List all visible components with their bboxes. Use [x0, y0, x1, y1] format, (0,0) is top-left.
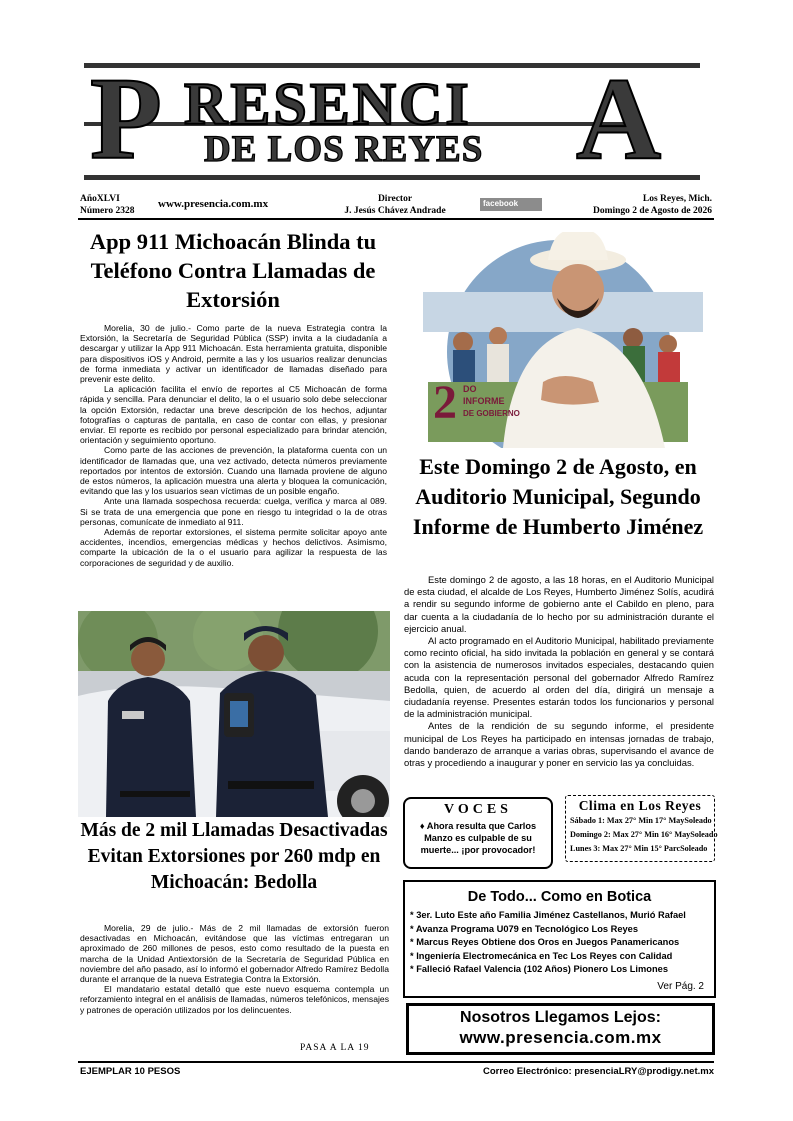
mayor-photo [403, 232, 714, 448]
voces-title: VOCES [444, 802, 512, 817]
botica-item[interactable]: * Ingeniería Electromecánica en Tec Los Reyes con Calidad [410, 950, 673, 961]
masthead-title [86, 53, 706, 184]
masthead-title-a: A [576, 53, 663, 184]
issue-date: Domingo 2 de Agosto de 2026 [592, 206, 712, 216]
clima-forecast-row: Domingo 2: Max 27° Min 16° MaySoleado [570, 830, 718, 839]
article3-paragraph: Antes de la rendición de su segundo informe, el presidente municipal de Los Reyes ha participado en intensas jornadas de trabajo, dando banderazo de arranque a varias obras, supervisando el avance de otras y procediendo a inaugurar y poner en servicio las ya concluidas. [404, 720, 714, 769]
voces-box [403, 797, 553, 869]
article1-paragraph: Además de reportar extorsiones, el sistema permite solicitar apoyo ante accidentes, incendios, emergencias médicas y hechos delictivos. Asimismo, comparte la ubicación de la o el usuario para agilizar la respuesta de las corporaciones de seguridad y de auxilio. [80, 527, 387, 568]
voces-text: ♦ Ahora resulta que Carlos Manzo es culpable de su muerte... ¡por provocador! [419, 821, 537, 855]
article1-paragraph: Como parte de las acciones de prevención, la plataforma cuenta con un identificador de llamadas que, una vez activado, detecta números previamente reportados por intentos de extorsión. Cuando una llamada proviene de alguno de estos números, la aplicación muestra una alerta y bloquea la comunicación, evitando que las y los usuarios sean víctimas de un posible engaño. [80, 445, 387, 497]
location: Los Reyes, Mich. [642, 194, 712, 204]
clima-rows [566, 814, 718, 856]
article1-headline: App 911 Michoacán Blinda tu Teléfono Contra Llamadas de Extorsión [89, 229, 377, 312]
informe-logo-line2: INFORME [463, 396, 505, 406]
website-link[interactable]: www.presencia.com.mx [158, 198, 269, 210]
article1-paragraph: Ante una llamada sospechosa recuerda: cuelga, verifica y marca al 089. Si se trata de una emergencia que pone en riesgo tu integridad o la de otras personas, comunícate de inmediato al 911. [80, 496, 387, 527]
promo-website[interactable]: www.presencia.com.mx [459, 1028, 662, 1047]
botica-item[interactable]: * Avanza Programa U079 en Tecnológico Los Reyes [410, 923, 639, 934]
article2-headline: Más de 2 mil Llamadas Desactivadas Evitan Extorsiones por 260 mdp en Michoacán: Bedolla [80, 820, 388, 893]
clima-forecast-row: Lunes 3: Max 27° Min 15° ParcSoleado [570, 844, 708, 853]
promo-line1: Nosotros Llegamos Lejos: [460, 1009, 661, 1026]
director-info [330, 193, 460, 217]
footer-price: EJEMPLAR 10 PESOS [80, 1066, 181, 1077]
botica-list [405, 909, 714, 977]
article2-paragraph: El mandatario estatal detalló que este nuevo esquema contempla un reforzamiento integral en el análisis de llamadas, números telefónicos, mensajes y patrones de operación utilizados por los delincuentes. [80, 984, 389, 1015]
clima-title: Clima en Los Reyes [578, 798, 702, 813]
director-name: J. Jesús Chávez Andrade [344, 206, 446, 216]
promo-box [406, 1003, 715, 1055]
facebook-link[interactable]: facebook [480, 198, 542, 211]
botica-title: De Todo... Como en Botica [467, 889, 652, 905]
informe-logo-line3: DE GOBIERNO [463, 409, 520, 418]
issue-year: AñoXLVI [80, 194, 120, 204]
issue-number: Número 2328 [80, 206, 135, 216]
article2-continued: PASA A LA 19 [300, 1043, 370, 1053]
clima-forecast-row: Sábado 1: Max 27° Min 17° MaySoleado [570, 816, 712, 825]
article2-body [80, 923, 389, 1015]
botica-item[interactable]: * Marcus Reyes Obtiene dos Oros en Juegos Panamericanos [410, 937, 680, 947]
botica-item[interactable]: * Falleció Rafael Valencia (102 Años) Pionero Los Limones [410, 964, 668, 974]
article3-body [404, 574, 714, 769]
article3-headline: Este Domingo 2 de Agosto, en Auditorio Municipal, Segundo Informe de Humberto Jiménez [412, 454, 704, 539]
article1-paragraph: La aplicación facilita el envío de reportes al C5 Michoacán de forma rápida y sencilla. Para denunciar el delito, la o el usuario solo debe seleccionar la opción Extorsión, redactar una breve descripción de los hechos, adjuntar fotografías o capturas de pantalla, en caso de contar con ellas, y presionar enviar. El reporte es recibido por personal especializado para brindar atención, orientación y seguimiento oportuno. [80, 384, 387, 446]
police-photo [78, 611, 390, 817]
article3-paragraph: Al acto programado en el Auditorio Municipal, habilitado previamente como recinto oficial, ha sido invitada la población en general y se contará con la asistencia de numerosos invitados especiales, destacando quien acuda con la representación personal del gobernador Alfredo Ramírez Bedolla, quien, de acuerdo al orden del día, dirigirá un mensaje a ciudadanía reyense. Presentes estarán todos los funcionarios y personal de la administración municipal. [404, 635, 714, 720]
director-label: Director [377, 194, 413, 204]
footer-rule [78, 1061, 714, 1063]
article2-paragraph: Morelia, 29 de julio.- Más de 2 mil llamadas de extorsión fueron desactivadas en Michoacán, evitándose que las víctimas entregaran un aproximado de 260 millones de pesos, esto como resultado de la puesta en marcha de la Unidad Antiextorsión de la Secretaría de Seguridad Pública en noviembre del año pasado, así lo informó el gobernador Alfredo Ramírez Bedolla durante el arranque de la nueva Estrategia Contra la Extorsión. [80, 923, 389, 985]
location-date [560, 193, 712, 217]
article3-paragraph: Este domingo 2 de agosto, a las 18 horas, en el Auditorio Municipal de esta ciudad, el alcalde de Los Reyes, Humberto Jiménez Solís, acudirá a rendir su segundo informe de gobierno ante el Cabildo en pleno, para dar cuenta a la ciudadanía de lo hecho por su administración durante el ejercicio anual. [404, 574, 714, 634]
article1-body [80, 323, 387, 568]
issue-info [80, 193, 160, 217]
clima-box [565, 795, 718, 862]
informe-logo-number: 2 [433, 376, 457, 429]
article1-paragraph: Morelia, 30 de julio.- Como parte de la nueva Estrategia contra la Extorsión, la Secretaría de Seguridad Pública (SSP) invita a la ciudadanía a descargar y utilizar la App 911 Michoacán. Esta herramienta gratuita, disponible para dispositivos iOS y Android, permite a las y los usuarios realizar denuncias de forma inmediata y activar un identificador de llamadas diseñado para prevenir este delito. [80, 323, 387, 385]
informe-logo-line1: DO [463, 384, 477, 394]
masthead-title-middle: RESENCI [184, 71, 472, 137]
botica-box [403, 880, 716, 998]
botica-item[interactable]: * 3er. Luto Este año Familia Jiménez Castellanos, Murió Rafael [410, 910, 686, 920]
masthead-title-p: P [90, 53, 164, 184]
footer-email[interactable]: Correo Electrónico: presenciaLRY@prodigy.net.mx [483, 1066, 714, 1077]
botica-see-page[interactable]: Ver Pág. 2 [657, 981, 704, 992]
masthead-subtitle: DE LOS REYES [204, 129, 484, 170]
header-rule [78, 218, 714, 220]
